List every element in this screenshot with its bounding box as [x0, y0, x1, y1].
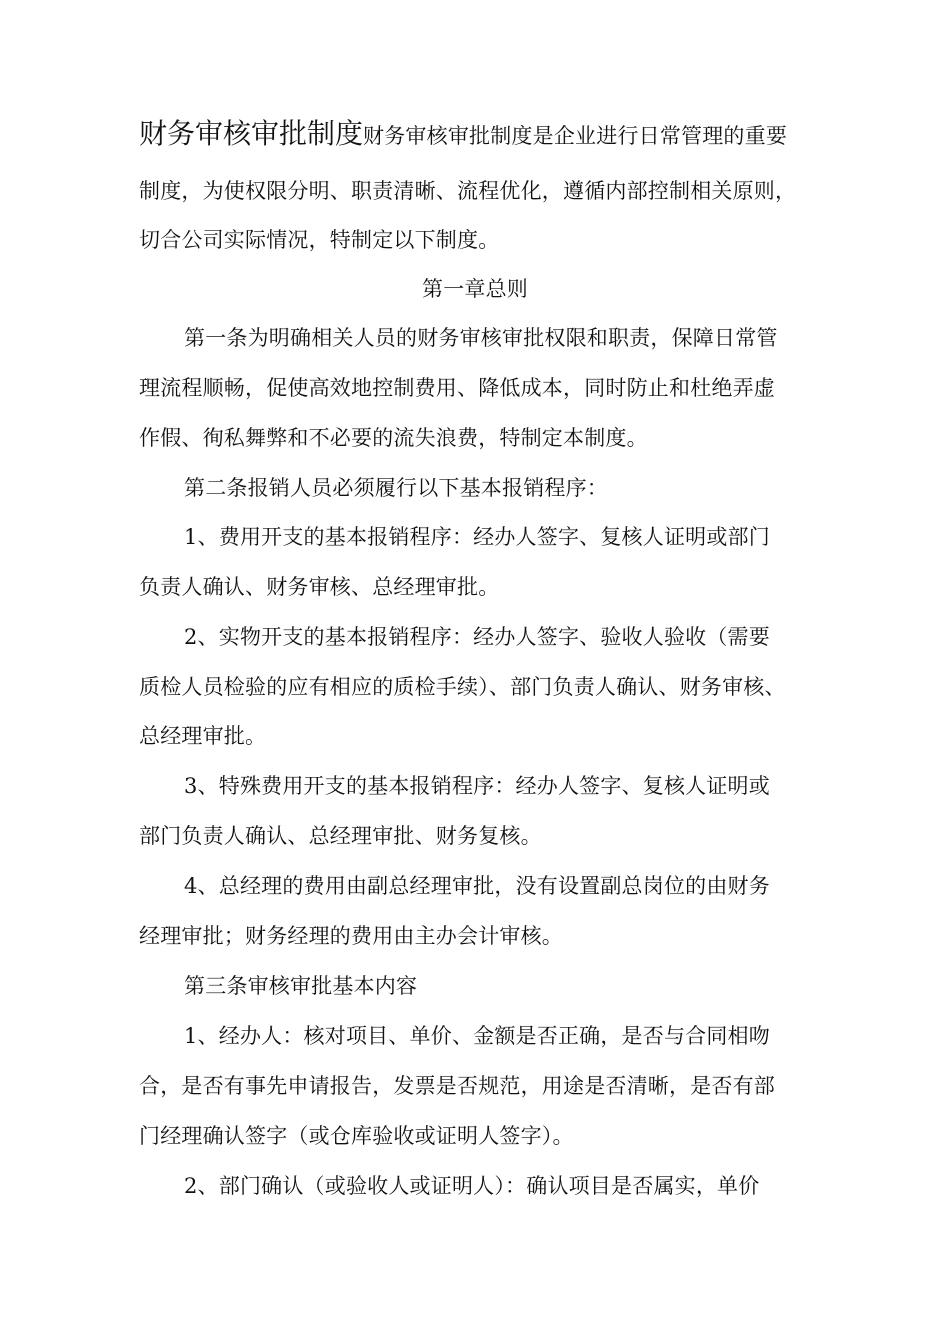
a2-item-2-line-1: 2、实物开支的基本报销程序：经办人签字、验收人验收（需要 [184, 625, 770, 649]
a2-item-4-line-2: 经理审批；财务经理的费用由主办会计审核。 [139, 924, 563, 948]
a2-item-4-line-1: 4、总经理的费用由副总经理审批，没有设置副总岗位的由财务 [184, 874, 770, 898]
article-1-line-1: 第一条为明确相关人员的财务审核审批权限和职责，保障日常管 [184, 326, 778, 350]
a3-item-1-line-2: 合，是否有事先申请报告，发票是否规范，用途是否清晰，是否有部 [139, 1074, 775, 1098]
intro-line-3: 切合公司实际情况，特制定以下制度。 [139, 228, 500, 252]
a3-item-1-line-3: 门经理确认签字（或仓库验收或证明人签字）。 [139, 1124, 574, 1148]
document-title: 财务审核审批制度 [139, 117, 364, 150]
a2-item-2-line-2: 质检人员检验的应有相应的质检手续）、部门负责人确认、财务审核、 [139, 675, 786, 699]
a2-item-2-line-3: 总经理审批。 [139, 724, 267, 748]
a2-item-3-line-2: 部门负责人确认、总经理审批、财务复核。 [139, 824, 542, 848]
title-line [139, 117, 788, 150]
a2-item-1-line-2: 负责人确认、财务审核、总经理审批。 [139, 575, 500, 599]
a3-item-1-line-1: 1、经办人：核对项目、单价、金额是否正确，是否与合同相吻 [184, 1024, 770, 1048]
a3-item-2-line-1: 2、部门确认（或验收人或证明人）：确认项目是否属实，单价 [184, 1174, 760, 1198]
article-1-line-2: 理流程顺畅，促使高效地控制费用、降低成本，同时防止和杜绝弄虚 [139, 376, 775, 400]
article-2-heading: 第二条报销人员必须履行以下基本报销程序： [184, 476, 608, 500]
chapter-1-heading: 第一章总则 [422, 277, 528, 301]
a2-item-3-line-1: 3、特殊费用开支的基本报销程序：经办人签字、复核人证明或 [184, 774, 770, 798]
article-1-line-3: 作假、徇私舞弊和不必要的流失浪费，特制定本制度。 [139, 426, 648, 450]
a2-item-1-line-1: 1、费用开支的基本报销程序：经办人签字、复核人证明或部门 [184, 525, 770, 549]
article-3-heading: 第三条审核审批基本内容 [184, 974, 418, 998]
intro-line-2: 制度，为使权限分明、职责清晰、流程优化，遵循内部控制相关原则， [139, 179, 797, 203]
intro-line-1: 财务审核审批制度是企业进行日常管理的重要 [363, 124, 788, 148]
